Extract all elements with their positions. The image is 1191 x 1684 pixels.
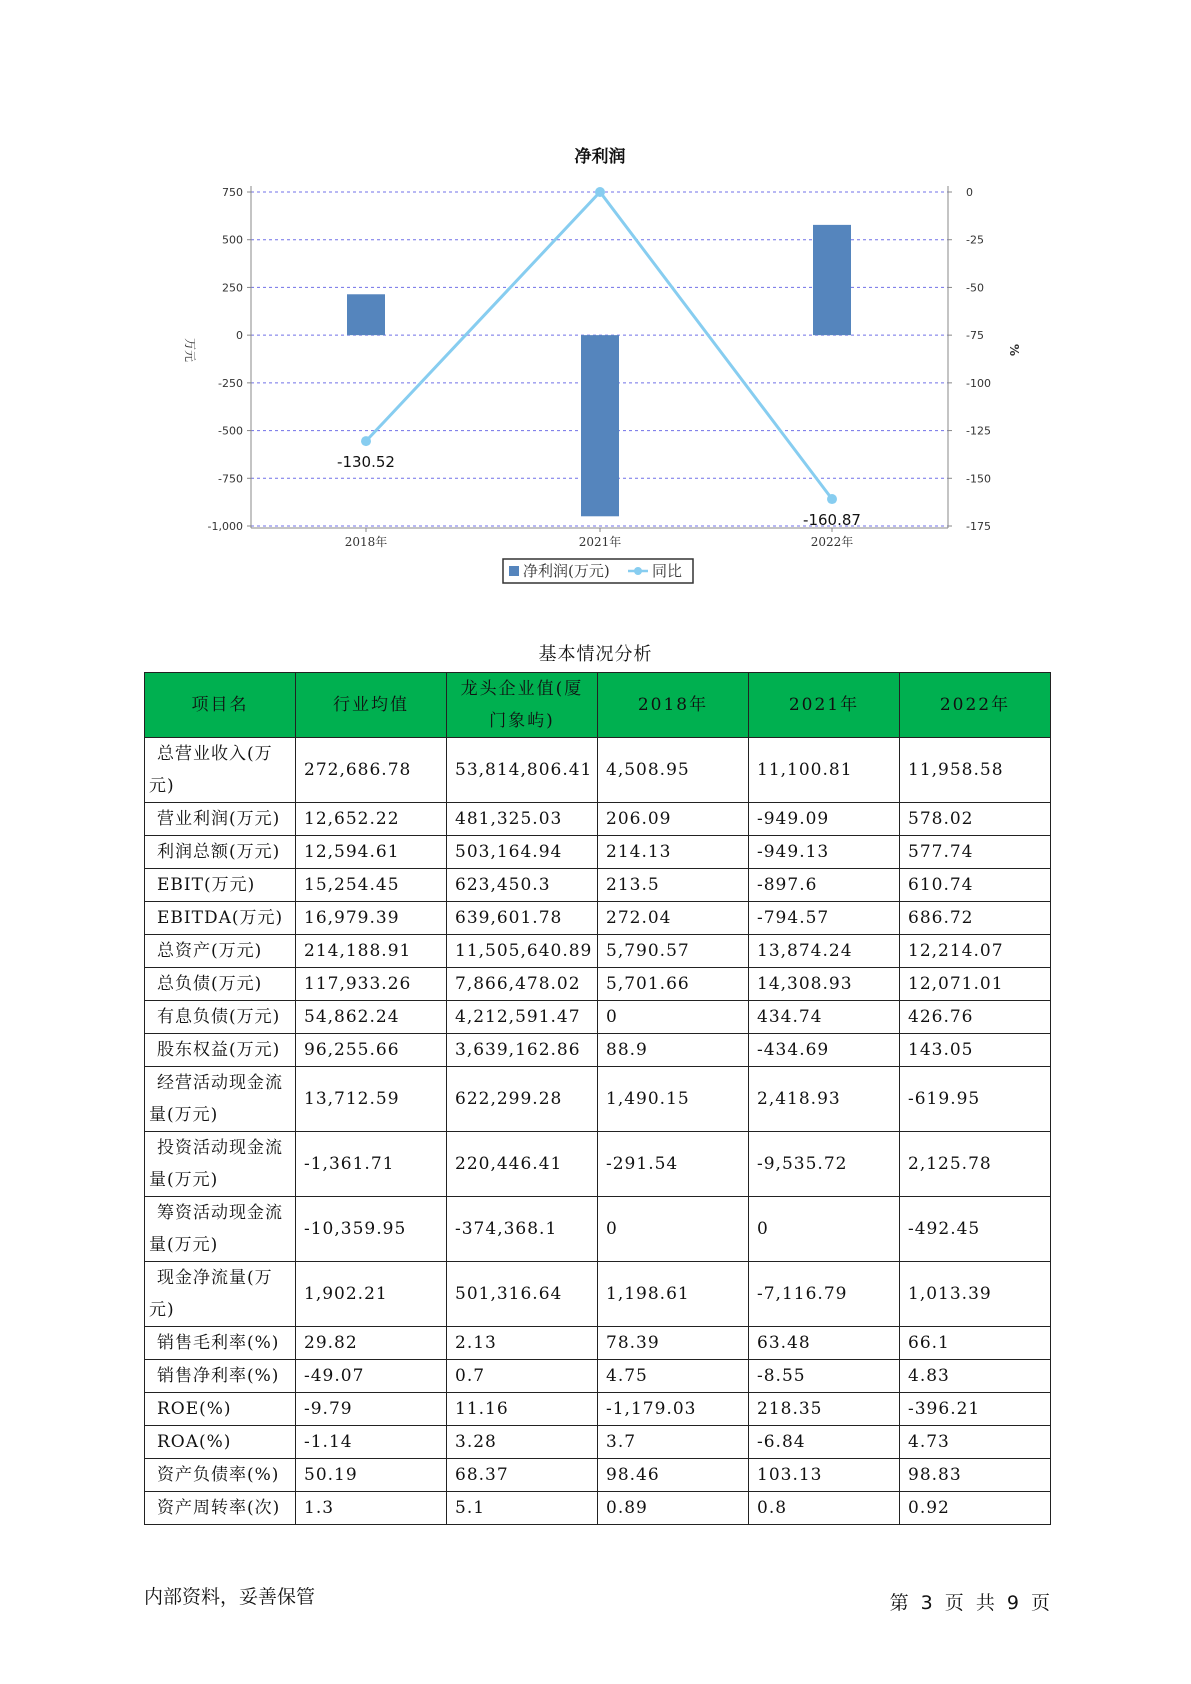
value-cell: 103.13 (749, 1459, 900, 1492)
header-2021: 2021年 (749, 673, 900, 738)
right-tick-label: -25 (966, 233, 984, 247)
value-cell: 1,490.15 (598, 1067, 749, 1132)
value-cell: 12,071.01 (900, 968, 1051, 1001)
net-profit-chart (0, 0, 1191, 600)
right-tick-label: 0 (966, 186, 973, 199)
value-cell: 0 (598, 1197, 749, 1262)
value-cell: 143.05 (900, 1034, 1051, 1067)
value-cell: 214,188.91 (296, 935, 447, 968)
value-cell: -291.54 (598, 1132, 749, 1197)
value-cell: -897.6 (749, 869, 900, 902)
value-cell: 11,958.58 (900, 738, 1051, 803)
right-tick-label: -175 (966, 520, 991, 533)
value-cell: 1.3 (296, 1492, 447, 1525)
table-row (145, 1132, 1051, 1197)
right-tick-label: -50 (966, 281, 984, 295)
value-cell: -949.09 (749, 803, 900, 836)
value-cell: 5.1 (447, 1492, 598, 1525)
value-cell: 214.13 (598, 836, 749, 869)
row-label-cell: EBITDA(万元) (145, 902, 296, 935)
value-cell: 1,198.61 (598, 1262, 749, 1327)
value-cell: 4.75 (598, 1360, 749, 1393)
value-cell: 213.5 (598, 869, 749, 902)
row-label-cell: EBIT(万元) (145, 869, 296, 902)
row-label-cell: 现金净流量(万元) (145, 1262, 296, 1327)
value-cell: 0.92 (900, 1492, 1051, 1525)
legend-bar-swatch (509, 566, 519, 576)
value-cell: 12,652.22 (296, 803, 447, 836)
table-row (145, 1197, 1051, 1262)
value-cell: -434.69 (749, 1034, 900, 1067)
value-cell: 15,254.45 (296, 869, 447, 902)
value-cell: 11,100.81 (749, 738, 900, 803)
left-axis-title: 万元 (183, 337, 197, 363)
table-row (145, 1459, 1051, 1492)
x-tick-label: 2018年 (344, 535, 388, 549)
value-cell: 0.89 (598, 1492, 749, 1525)
value-cell: 7,866,478.02 (447, 968, 598, 1001)
legend-line-marker (634, 567, 642, 575)
value-cell: -49.07 (296, 1360, 447, 1393)
value-cell: 50.19 (296, 1459, 447, 1492)
row-label-cell: 总资产(万元) (145, 935, 296, 968)
chart-canvas (0, 0, 1191, 600)
row-label-cell: 总营业收入(万元) (145, 738, 296, 803)
table-row (145, 803, 1051, 836)
value-cell: 4,212,591.47 (447, 1001, 598, 1034)
value-cell: -1,361.71 (296, 1132, 447, 1197)
value-cell: 78.39 (598, 1327, 749, 1360)
value-cell: 0.8 (749, 1492, 900, 1525)
value-cell: -9.79 (296, 1393, 447, 1426)
table-row (145, 1492, 1051, 1525)
value-cell: 66.1 (900, 1327, 1051, 1360)
right-tick-label: -125 (966, 424, 991, 438)
value-cell: -374,368.1 (447, 1197, 598, 1262)
row-label-cell: 营业利润(万元) (145, 803, 296, 836)
value-cell: 4.83 (900, 1360, 1051, 1393)
table-row (145, 738, 1051, 803)
value-cell: 1,902.21 (296, 1262, 447, 1327)
value-cell: 117,933.26 (296, 968, 447, 1001)
yoy-point (595, 187, 605, 197)
header-2022: 2022年 (900, 673, 1051, 738)
value-cell: 481,325.03 (447, 803, 598, 836)
value-cell: -8.55 (749, 1360, 900, 1393)
value-cell: 501,316.64 (447, 1262, 598, 1327)
value-cell: 2.13 (447, 1327, 598, 1360)
value-cell: 1,013.39 (900, 1262, 1051, 1327)
value-cell: -492.45 (900, 1197, 1051, 1262)
legend-bar-label: 净利润(万元) (523, 562, 610, 580)
table-row (145, 869, 1051, 902)
right-tick-label: -150 (966, 472, 991, 486)
row-label-cell: 投资活动现金流量(万元) (145, 1132, 296, 1197)
table-row (145, 1360, 1051, 1393)
row-label-cell: 筹资活动现金流量(万元) (145, 1197, 296, 1262)
value-cell: 639,601.78 (447, 902, 598, 935)
value-cell: 96,255.66 (296, 1034, 447, 1067)
net-profit-bar (581, 335, 619, 516)
table-row (145, 1393, 1051, 1426)
value-cell: 12,594.61 (296, 836, 447, 869)
header-2018: 2018年 (598, 673, 749, 738)
value-cell: -949.13 (749, 836, 900, 869)
yoy-data-label: -160.87 (803, 511, 861, 530)
footer-confidential-note: 内部资料，妥善保管 (144, 1586, 316, 1608)
value-cell: 14,308.93 (749, 968, 900, 1001)
table-row (145, 968, 1051, 1001)
value-cell: 98.83 (900, 1459, 1051, 1492)
value-cell: 13,712.59 (296, 1067, 447, 1132)
row-label-cell: 销售净利率(%) (145, 1360, 296, 1393)
value-cell: 2,125.78 (900, 1132, 1051, 1197)
value-cell: 29.82 (296, 1327, 447, 1360)
row-label-cell: 股东权益(万元) (145, 1034, 296, 1067)
value-cell: 206.09 (598, 803, 749, 836)
value-cell: 434.74 (749, 1001, 900, 1034)
left-tick-label: 0 (236, 329, 243, 343)
value-cell: 68.37 (447, 1459, 598, 1492)
value-cell: -1.14 (296, 1426, 447, 1459)
left-tick-label: 250 (222, 281, 243, 295)
row-label-cell: 经营活动现金流量(万元) (145, 1067, 296, 1132)
basic-analysis-table (144, 672, 1051, 1525)
value-cell: 610.74 (900, 869, 1051, 902)
value-cell: 0 (749, 1197, 900, 1262)
value-cell: 426.76 (900, 1001, 1051, 1034)
footer-page-number: 第 3 页 共 9 页 (889, 1592, 1050, 1614)
table-caption: 基本情况分析 (538, 644, 653, 665)
value-cell: -619.95 (900, 1067, 1051, 1132)
table-row (145, 1327, 1051, 1360)
row-label-cell: 资产负债率(%) (145, 1459, 296, 1492)
legend-line-label: 同比 (652, 562, 683, 580)
header-industry-avg: 行业均值 (296, 673, 447, 738)
table-row (145, 902, 1051, 935)
value-cell: 220,446.41 (447, 1132, 598, 1197)
value-cell: 503,164.94 (447, 836, 598, 869)
value-cell: 622,299.28 (447, 1067, 598, 1132)
yoy-point (827, 494, 837, 504)
value-cell: 3.7 (598, 1426, 749, 1459)
value-cell: 5,790.57 (598, 935, 749, 968)
table-header-row (145, 673, 1051, 738)
value-cell: 11,505,640.89 (447, 935, 598, 968)
left-tick-label: -500 (218, 424, 243, 438)
row-label-cell: 销售毛利率(%) (145, 1327, 296, 1360)
left-tick-label: 500 (222, 233, 243, 247)
x-tick-label: 2021年 (578, 535, 622, 549)
value-cell: -6.84 (749, 1426, 900, 1459)
right-tick-label: -75 (966, 329, 984, 343)
value-cell: -1,179.03 (598, 1393, 749, 1426)
value-cell: 54,862.24 (296, 1001, 447, 1034)
row-label-cell: 利润总额(万元) (145, 836, 296, 869)
value-cell: 5,701.66 (598, 968, 749, 1001)
table-row (145, 1001, 1051, 1034)
value-cell: 3.28 (447, 1426, 598, 1459)
header-leader-value: 龙头企业值(厦门象屿) (447, 673, 598, 738)
value-cell: 16,979.39 (296, 902, 447, 935)
table-row (145, 836, 1051, 869)
value-cell: 12,214.07 (900, 935, 1051, 968)
row-label-cell: 有息负债(万元) (145, 1001, 296, 1034)
table-row (145, 935, 1051, 968)
table-row (145, 1426, 1051, 1459)
row-label-cell: 资产周转率(次) (145, 1492, 296, 1525)
table-row (145, 1262, 1051, 1327)
value-cell: -9,535.72 (749, 1132, 900, 1197)
value-cell: 623,450.3 (447, 869, 598, 902)
right-tick-label: -100 (966, 376, 991, 390)
value-cell: 218.35 (749, 1393, 900, 1426)
net-profit-bar (347, 294, 385, 335)
net-profit-bar (813, 225, 851, 335)
value-cell: 98.46 (598, 1459, 749, 1492)
value-cell: 3,639,162.86 (447, 1034, 598, 1067)
value-cell: 0 (598, 1001, 749, 1034)
value-cell: 11.16 (447, 1393, 598, 1426)
value-cell: 272,686.78 (296, 738, 447, 803)
value-cell: 0.7 (447, 1360, 598, 1393)
row-label-cell: ROE(%) (145, 1393, 296, 1426)
header-item-name: 项目名 (145, 673, 296, 738)
value-cell: 4,508.95 (598, 738, 749, 803)
chart-title: 净利润 (574, 147, 626, 167)
value-cell: 686.72 (900, 902, 1051, 935)
value-cell: -10,359.95 (296, 1197, 447, 1262)
left-tick-label: -750 (218, 472, 243, 486)
right-axis-title: % (1007, 343, 1021, 357)
value-cell: 13,874.24 (749, 935, 900, 968)
yoy-data-label: -130.52 (337, 453, 395, 472)
value-cell: 2,418.93 (749, 1067, 900, 1132)
value-cell: 272.04 (598, 902, 749, 935)
value-cell: -794.57 (749, 902, 900, 935)
value-cell: 63.48 (749, 1327, 900, 1360)
value-cell: 4.73 (900, 1426, 1051, 1459)
yoy-point (361, 436, 371, 446)
value-cell: -396.21 (900, 1393, 1051, 1426)
value-cell: 53,814,806.41 (447, 738, 598, 803)
row-label-cell: ROA(%) (145, 1426, 296, 1459)
left-tick-label: -1,000 (207, 520, 243, 533)
value-cell: 88.9 (598, 1034, 749, 1067)
row-label-cell: 总负债(万元) (145, 968, 296, 1001)
x-tick-label: 2022年 (810, 535, 854, 549)
left-tick-label: 750 (222, 186, 243, 199)
value-cell: 578.02 (900, 803, 1051, 836)
table-row (145, 1067, 1051, 1132)
value-cell: 577.74 (900, 836, 1051, 869)
left-tick-label: -250 (218, 376, 243, 390)
value-cell: -7,116.79 (749, 1262, 900, 1327)
table-row (145, 1034, 1051, 1067)
